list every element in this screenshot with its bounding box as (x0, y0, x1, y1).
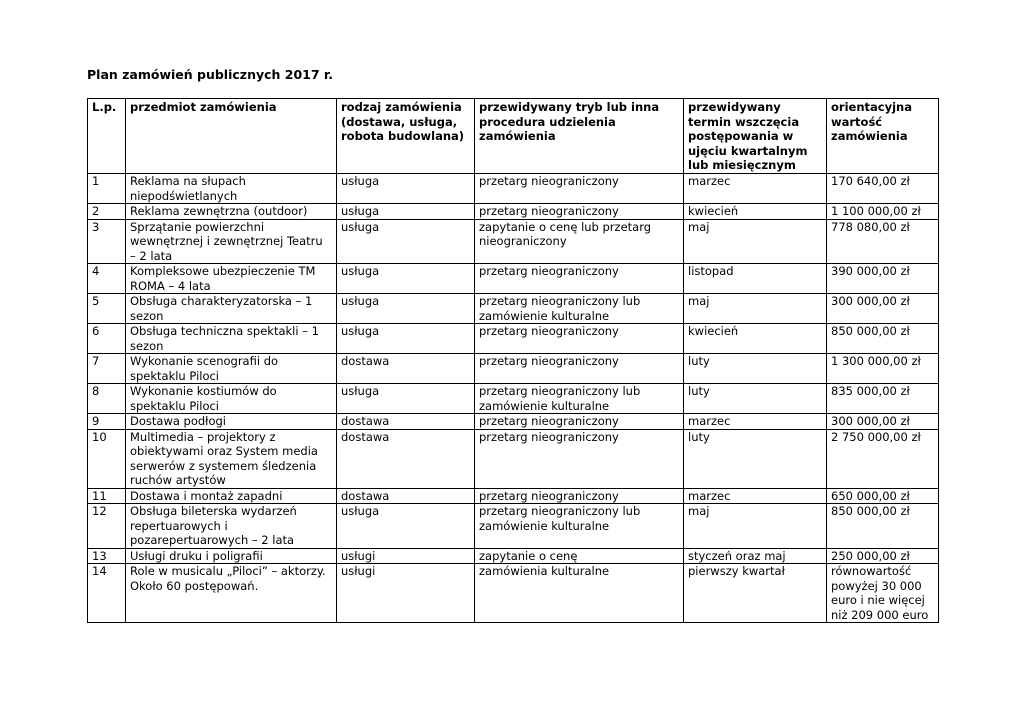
cell-procedure: zamówienia kulturalne (475, 564, 684, 623)
cell-value: 170 640,00 zł (827, 174, 939, 204)
cell-subject: Sprzątanie powierzchni wewnętrznej i zewnętrznej Teatru – 2 lata (126, 219, 337, 264)
cell-value: równowartość powyżej 30 000 euro i nie więcej niż 209 000 euro (827, 564, 939, 623)
table-row (88, 204, 939, 220)
table-header-row (88, 99, 939, 174)
cell-value: 300 000,00 zł (827, 414, 939, 430)
cell-lp: 5 (88, 294, 126, 324)
table-row (88, 324, 939, 354)
cell-procedure: przetarg nieograniczony (475, 264, 684, 294)
cell-lp: 3 (88, 219, 126, 264)
cell-value: 650 000,00 zł (827, 488, 939, 504)
cell-type: usługi (337, 548, 475, 564)
cell-value: 2 750 000,00 zł (827, 429, 939, 488)
cell-value: 1 100 000,00 zł (827, 204, 939, 220)
table-row (88, 564, 939, 623)
cell-type: usługa (337, 264, 475, 294)
procurement-plan-table (87, 98, 939, 623)
cell-procedure: przetarg nieograniczony (475, 429, 684, 488)
cell-lp: 14 (88, 564, 126, 623)
cell-lp: 12 (88, 504, 126, 549)
header-lp: L.p. (88, 99, 126, 174)
cell-procedure: zapytanie o cenę lub przetarg nieograniczony (475, 219, 684, 264)
cell-subject: Wykonanie kostiumów do spektaklu Piloci (126, 384, 337, 414)
header-value: orientacyjna wartość zamówienia (827, 99, 939, 174)
header-procedure: przewidywany tryb lub inna procedura udzielenia zamówienia (475, 99, 684, 174)
table-row (88, 354, 939, 384)
cell-subject: Kompleksowe ubezpieczenie TM ROMA – 4 lata (126, 264, 337, 294)
cell-subject: Wykonanie scenografii do spektaklu Piloci (126, 354, 337, 384)
cell-subject: Multimedia – projektory z obiektywami oraz System media serwerów z systemem śledzenia ruchów artystów (126, 429, 337, 488)
cell-procedure: przetarg nieograniczony (475, 324, 684, 354)
cell-value: 835 000,00 zł (827, 384, 939, 414)
cell-type: usługa (337, 384, 475, 414)
cell-type: usługa (337, 204, 475, 220)
cell-term: listopad (684, 264, 827, 294)
table-row (88, 414, 939, 430)
cell-procedure: zapytanie o cenę (475, 548, 684, 564)
cell-lp: 8 (88, 384, 126, 414)
cell-term: pierwszy kwartał (684, 564, 827, 623)
document-title: Plan zamówień publicznych 2017 r. (87, 67, 334, 82)
cell-value: 390 000,00 zł (827, 264, 939, 294)
table-row (88, 429, 939, 488)
cell-procedure: przetarg nieograniczony lub zamówienie kulturalne (475, 294, 684, 324)
cell-term: kwiecień (684, 324, 827, 354)
cell-subject: Usługi druku i poligrafii (126, 548, 337, 564)
cell-type: usługi (337, 564, 475, 623)
cell-type: usługa (337, 219, 475, 264)
cell-type: dostawa (337, 354, 475, 384)
cell-procedure: przetarg nieograniczony (475, 204, 684, 220)
table-row (88, 264, 939, 294)
cell-term: maj (684, 504, 827, 549)
cell-lp: 11 (88, 488, 126, 504)
cell-value: 850 000,00 zł (827, 324, 939, 354)
table-row (88, 294, 939, 324)
cell-lp: 2 (88, 204, 126, 220)
cell-lp: 13 (88, 548, 126, 564)
cell-value: 300 000,00 zł (827, 294, 939, 324)
cell-type: usługa (337, 174, 475, 204)
cell-lp: 10 (88, 429, 126, 488)
cell-subject: Dostawa podłogi (126, 414, 337, 430)
header-type: rodzaj zamówienia (dostawa, usługa, robota budowlana) (337, 99, 475, 174)
table-row (88, 504, 939, 549)
cell-lp: 4 (88, 264, 126, 294)
table-row (88, 174, 939, 204)
cell-term: styczeń oraz maj (684, 548, 827, 564)
cell-term: marzec (684, 174, 827, 204)
cell-subject: Obsługa bileterska wydarzeń repertuarowych i pozarepertuarowych – 2 lata (126, 504, 337, 549)
cell-lp: 9 (88, 414, 126, 430)
table-row (88, 219, 939, 264)
table-body (88, 174, 939, 623)
cell-subject: Reklama zewnętrzna (outdoor) (126, 204, 337, 220)
cell-term: luty (684, 384, 827, 414)
cell-subject: Reklama na słupach niepodświetlanych (126, 174, 337, 204)
table-row (88, 548, 939, 564)
cell-lp: 7 (88, 354, 126, 384)
cell-lp: 1 (88, 174, 126, 204)
cell-type: usługa (337, 504, 475, 549)
cell-value: 778 080,00 zł (827, 219, 939, 264)
cell-procedure: przetarg nieograniczony (475, 414, 684, 430)
cell-term: marzec (684, 414, 827, 430)
cell-term: kwiecień (684, 204, 827, 220)
cell-subject: Obsługa charakteryzatorska – 1 sezon (126, 294, 337, 324)
cell-procedure: przetarg nieograniczony (475, 488, 684, 504)
cell-procedure: przetarg nieograniczony (475, 354, 684, 384)
cell-procedure: przetarg nieograniczony (475, 174, 684, 204)
cell-type: dostawa (337, 414, 475, 430)
table-row (88, 384, 939, 414)
cell-type: dostawa (337, 488, 475, 504)
cell-procedure: przetarg nieograniczony lub zamówienie kulturalne (475, 384, 684, 414)
header-subject: przedmiot zamówienia (126, 99, 337, 174)
cell-type: dostawa (337, 429, 475, 488)
cell-type: usługa (337, 324, 475, 354)
table-row (88, 488, 939, 504)
header-term: przewidywany termin wszczęcia postępowania w ujęciu kwartalnym lub miesięcznym (684, 99, 827, 174)
cell-term: luty (684, 429, 827, 488)
cell-value: 250 000,00 zł (827, 548, 939, 564)
cell-subject: Obsługa techniczna spektakli – 1 sezon (126, 324, 337, 354)
cell-term: maj (684, 294, 827, 324)
cell-value: 850 000,00 zł (827, 504, 939, 549)
cell-term: marzec (684, 488, 827, 504)
cell-type: usługa (337, 294, 475, 324)
cell-term: maj (684, 219, 827, 264)
cell-subject: Role w musicalu „Piloci” – aktorzy. Około 60 postępowań. (126, 564, 337, 623)
cell-procedure: przetarg nieograniczony lub zamówienie kulturalne (475, 504, 684, 549)
cell-lp: 6 (88, 324, 126, 354)
cell-value: 1 300 000,00 zł (827, 354, 939, 384)
cell-subject: Dostawa i montaż zapadni (126, 488, 337, 504)
cell-term: luty (684, 354, 827, 384)
